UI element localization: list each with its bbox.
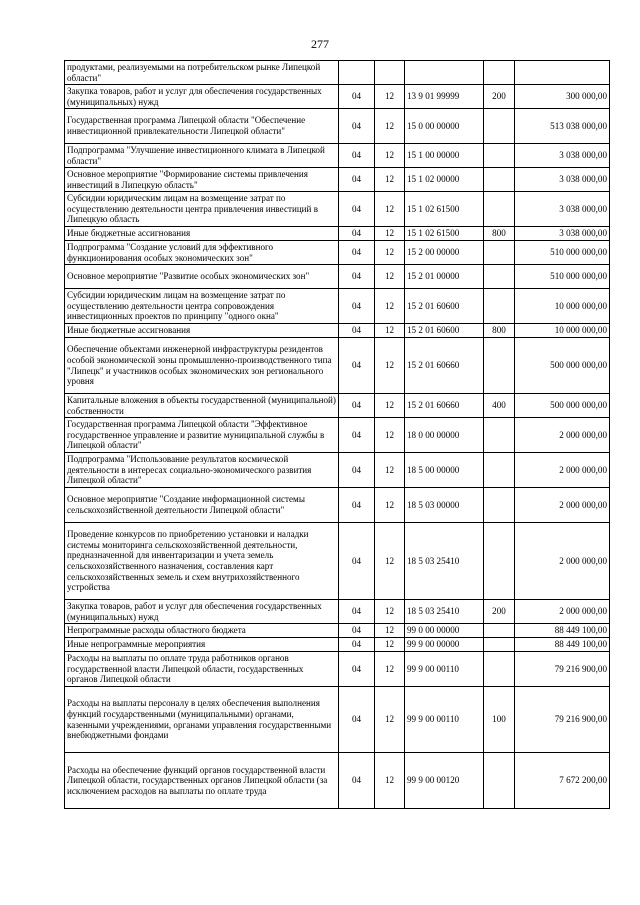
row-subsection-cell: 12 <box>375 652 405 687</box>
row-subsection-cell: 12 <box>375 289 405 324</box>
row-section-cell: 04 <box>339 600 375 624</box>
row-expense-type-cell <box>484 652 515 687</box>
row-expense-type-cell <box>484 523 515 600</box>
table-row <box>65 523 610 600</box>
row-amount-cell: 79 216 900,00 <box>515 652 610 687</box>
table-row <box>65 324 610 338</box>
table-row <box>65 418 610 453</box>
page-number: 277 <box>311 37 329 51</box>
table-row <box>65 338 610 394</box>
row-target-article-cell: 99 9 00 00000 <box>405 638 484 652</box>
table-row <box>65 394 610 418</box>
row-amount-cell: 88 449 100,00 <box>515 624 610 638</box>
table-row <box>65 144 610 168</box>
row-target-article-cell: 18 0 00 00000 <box>405 418 484 453</box>
row-target-article-cell: 15 2 01 00000 <box>405 265 484 289</box>
row-amount-cell: 2 000 000,00 <box>515 418 610 453</box>
row-section-cell: 04 <box>339 687 375 753</box>
row-expense-type-cell: 400 <box>484 394 515 418</box>
row-section-cell: 04 <box>339 488 375 523</box>
row-section-cell: 04 <box>339 168 375 192</box>
row-section-cell: 04 <box>339 85 375 109</box>
row-name-cell: Капитальные вложения в объекты государственной (муниципальной) собственности <box>65 394 339 418</box>
table-row <box>65 289 610 324</box>
budget-table-body <box>65 61 610 809</box>
row-amount-cell: 2 000 000,00 <box>515 488 610 523</box>
row-section-cell: 04 <box>339 192 375 227</box>
row-expense-type-cell <box>484 109 515 144</box>
row-name-cell: Основное мероприятие "Создание информационной системы сельскохозяйственной деятельности Липецкой области" <box>65 488 339 523</box>
row-expense-type-cell <box>484 265 515 289</box>
row-name-cell: Основное мероприятие "Формирование системы привлечения инвестиций в Липецкую область" <box>65 168 339 192</box>
row-section-cell: 04 <box>339 624 375 638</box>
row-amount-cell: 3 038 000,00 <box>515 144 610 168</box>
row-expense-type-cell <box>484 453 515 488</box>
row-expense-type-cell <box>484 289 515 324</box>
row-name-cell: Субсидии юридическим лицам на возмещение затрат по осуществлению деятельности центра привлечения инвестиций в Липецкую область <box>65 192 339 227</box>
row-name-cell: продуктами, реализуемыми на потребительском рынке Липецкой области" <box>65 61 339 85</box>
row-section-cell: 04 <box>339 144 375 168</box>
table-row <box>65 109 610 144</box>
row-amount-cell: 500 000 000,00 <box>515 394 610 418</box>
row-section-cell <box>339 61 375 85</box>
row-subsection-cell: 12 <box>375 144 405 168</box>
row-amount-cell: 500 000 000,00 <box>515 338 610 394</box>
table-row <box>65 192 610 227</box>
row-amount-cell: 2 000 000,00 <box>515 453 610 488</box>
row-amount-cell: 10 000 000,00 <box>515 324 610 338</box>
row-name-cell: Основное мероприятие "Развитие особых экономических зон" <box>65 265 339 289</box>
table-row <box>65 488 610 523</box>
row-name-cell: Подпрограмма "Создание условий для эффективного функционирования особых экономических зон" <box>65 241 339 265</box>
row-subsection-cell: 12 <box>375 488 405 523</box>
row-target-article-cell: 99 9 00 00120 <box>405 753 484 809</box>
row-name-cell: Закупка товаров, работ и услуг для обеспечения государственных (муниципальных) нужд <box>65 85 339 109</box>
row-name-cell: Обеспечение объектами инженерной инфраструктуры резидентов особой экономической зоны промышленно-производственного типа "Липецк" и участников особых экономических зон регионального уровня <box>65 338 339 394</box>
row-expense-type-cell <box>484 241 515 265</box>
row-subsection-cell: 12 <box>375 324 405 338</box>
row-subsection-cell: 12 <box>375 227 405 241</box>
budget-table <box>64 60 610 809</box>
row-target-article-cell: 15 1 02 00000 <box>405 168 484 192</box>
row-target-article-cell: 18 5 00 00000 <box>405 453 484 488</box>
row-subsection-cell: 12 <box>375 523 405 600</box>
row-target-article-cell: 18 5 03 25410 <box>405 600 484 624</box>
row-section-cell: 04 <box>339 241 375 265</box>
row-section-cell: 04 <box>339 523 375 600</box>
row-target-article-cell: 15 2 01 60660 <box>405 394 484 418</box>
table-row <box>65 687 610 753</box>
row-name-cell: Подпрограмма "Улучшение инвестиционного климата в Липецкой области" <box>65 144 339 168</box>
row-name-cell: Подпрограмма "Использование результатов космической деятельности в интересах социально-экономического развития Липецкой области" <box>65 453 339 488</box>
row-target-article-cell: 15 1 02 61500 <box>405 192 484 227</box>
row-name-cell: Расходы на обеспечение функций органов государственной власти Липецкой области, государственных органов Липецкой области (за исключением расходов на выплаты по оплате труда <box>65 753 339 809</box>
row-target-article-cell: 15 1 00 00000 <box>405 144 484 168</box>
row-amount-cell: 7 672 200,00 <box>515 753 610 809</box>
row-subsection-cell: 12 <box>375 338 405 394</box>
row-subsection-cell: 12 <box>375 85 405 109</box>
row-amount-cell: 300 000,00 <box>515 85 610 109</box>
row-name-cell: Иные бюджетные ассигнования <box>65 324 339 338</box>
row-section-cell: 04 <box>339 638 375 652</box>
row-name-cell: Иные бюджетные ассигнования <box>65 227 339 241</box>
row-target-article-cell: 15 2 01 60600 <box>405 324 484 338</box>
row-expense-type-cell <box>484 338 515 394</box>
row-expense-type-cell <box>484 144 515 168</box>
row-section-cell: 04 <box>339 453 375 488</box>
row-target-article-cell: 99 0 00 00000 <box>405 624 484 638</box>
row-target-article-cell: 13 9 01 99999 <box>405 85 484 109</box>
row-target-article-cell: 15 2 01 60600 <box>405 289 484 324</box>
row-expense-type-cell: 200 <box>484 600 515 624</box>
row-subsection-cell: 12 <box>375 600 405 624</box>
row-section-cell: 04 <box>339 227 375 241</box>
row-target-article-cell: 18 5 03 00000 <box>405 488 484 523</box>
table-row <box>65 61 610 85</box>
row-name-cell: Расходы на выплаты персоналу в целях обеспечения выполнения функций государственными (муниципальными) органами, казенными учреждениями, органами управления государственными внебюджетными фондами <box>65 687 339 753</box>
row-subsection-cell: 12 <box>375 265 405 289</box>
row-amount-cell: 2 000 000,00 <box>515 600 610 624</box>
table-row <box>65 85 610 109</box>
row-amount-cell: 10 000 000,00 <box>515 289 610 324</box>
row-expense-type-cell: 800 <box>484 227 515 241</box>
row-name-cell: Проведение конкурсов по приобретению установки и наладки системы мониторинга сельскохозяйственной деятельности, предназначенной для инвентаризации и учета земель сельскохозяйственного назначения, составления карт сельскохозяйственных земель и схем внутрихозяйственного устройства <box>65 523 339 600</box>
row-amount-cell: 3 038 000,00 <box>515 227 610 241</box>
row-name-cell: Непрограммные расходы областного бюджета <box>65 624 339 638</box>
row-expense-type-cell <box>484 418 515 453</box>
row-target-article-cell <box>405 61 484 85</box>
row-amount-cell: 79 216 900,00 <box>515 687 610 753</box>
row-subsection-cell: 12 <box>375 168 405 192</box>
table-row <box>65 753 610 809</box>
row-section-cell: 04 <box>339 265 375 289</box>
row-expense-type-cell: 100 <box>484 687 515 753</box>
row-subsection-cell: 12 <box>375 638 405 652</box>
row-subsection-cell: 12 <box>375 394 405 418</box>
row-section-cell: 04 <box>339 753 375 809</box>
row-name-cell: Закупка товаров, работ и услуг для обеспечения государственных (муниципальных) нужд <box>65 600 339 624</box>
table-row <box>65 624 610 638</box>
row-expense-type-cell <box>484 638 515 652</box>
row-amount-cell: 510 000 000,00 <box>515 265 610 289</box>
row-name-cell: Государственная программа Липецкой области "Обеспечение инвестиционной привлекательности Липецкой области" <box>65 109 339 144</box>
row-target-article-cell: 15 0 00 00000 <box>405 109 484 144</box>
row-amount-cell: 510 000 000,00 <box>515 241 610 265</box>
row-section-cell: 04 <box>339 324 375 338</box>
row-subsection-cell: 12 <box>375 624 405 638</box>
row-section-cell: 04 <box>339 418 375 453</box>
row-subsection-cell: 12 <box>375 753 405 809</box>
row-target-article-cell: 99 9 00 00110 <box>405 687 484 753</box>
row-expense-type-cell <box>484 624 515 638</box>
row-expense-type-cell: 800 <box>484 324 515 338</box>
row-target-article-cell: 99 9 00 00110 <box>405 652 484 687</box>
table-row <box>65 638 610 652</box>
row-name-cell: Иные непрограммные мероприятия <box>65 638 339 652</box>
row-subsection-cell: 12 <box>375 241 405 265</box>
row-target-article-cell: 15 2 01 60660 <box>405 338 484 394</box>
row-expense-type-cell <box>484 488 515 523</box>
row-subsection-cell: 12 <box>375 418 405 453</box>
row-expense-type-cell <box>484 753 515 809</box>
table-row <box>65 600 610 624</box>
table-row <box>65 453 610 488</box>
row-target-article-cell: 15 1 02 61500 <box>405 227 484 241</box>
table-row <box>65 168 610 192</box>
row-name-cell: Расходы на выплаты по оплате труда работников органов государственной власти Липецкой области, государственных органов Липецкой области <box>65 652 339 687</box>
row-target-article-cell: 15 2 00 00000 <box>405 241 484 265</box>
row-section-cell: 04 <box>339 289 375 324</box>
row-section-cell: 04 <box>339 109 375 144</box>
table-row <box>65 241 610 265</box>
table-row <box>65 265 610 289</box>
row-expense-type-cell: 200 <box>484 85 515 109</box>
row-amount-cell: 3 038 000,00 <box>515 192 610 227</box>
row-name-cell: Государственная программа Липецкой области "Эффективное государственное управление и развитие муниципальной службы в Липецкой области" <box>65 418 339 453</box>
row-amount-cell <box>515 61 610 85</box>
row-amount-cell: 513 038 000,00 <box>515 109 610 144</box>
row-subsection-cell: 12 <box>375 192 405 227</box>
row-subsection-cell: 12 <box>375 109 405 144</box>
row-amount-cell: 88 449 100,00 <box>515 638 610 652</box>
row-subsection-cell: 12 <box>375 453 405 488</box>
row-name-cell: Субсидии юридическим лицам на возмещение затрат по осуществлению деятельности центра сопровождения инвестиционных проектов по принципу "одного окна" <box>65 289 339 324</box>
row-expense-type-cell <box>484 61 515 85</box>
row-expense-type-cell <box>484 168 515 192</box>
table-row <box>65 652 610 687</box>
row-target-article-cell: 18 5 03 25410 <box>405 523 484 600</box>
row-expense-type-cell <box>484 192 515 227</box>
row-amount-cell: 3 038 000,00 <box>515 168 610 192</box>
row-subsection-cell <box>375 61 405 85</box>
table-row <box>65 227 610 241</box>
row-section-cell: 04 <box>339 652 375 687</box>
row-section-cell: 04 <box>339 338 375 394</box>
row-subsection-cell: 12 <box>375 687 405 753</box>
row-amount-cell: 2 000 000,00 <box>515 523 610 600</box>
row-section-cell: 04 <box>339 394 375 418</box>
